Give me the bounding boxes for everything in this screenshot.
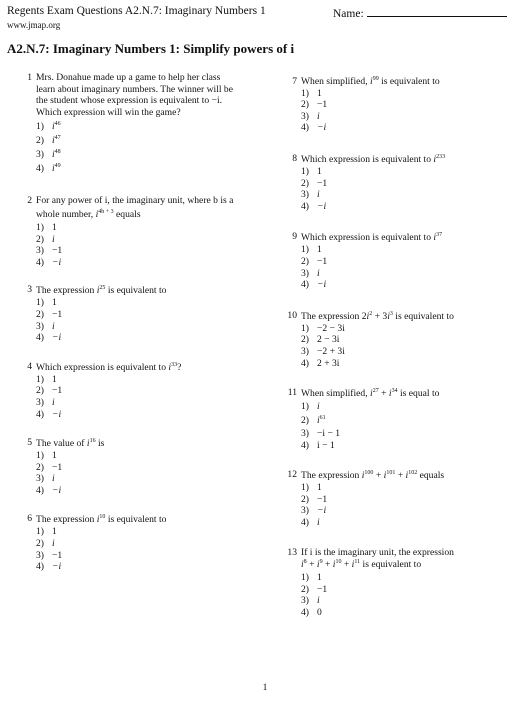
answer-choice[interactable]: 1) $i^{46}$: [36, 121, 61, 133]
answer-choice[interactable]: 2) 2 − 3i: [301, 334, 340, 346]
left-column: [20, 72, 275, 573]
question-stem: The value of $i^{16}$ is: [36, 438, 105, 450]
question-4: [20, 361, 275, 420]
name-blank-line[interactable]: [367, 5, 507, 17]
answer-choice[interactable]: 2) i: [36, 233, 55, 245]
answer-choice[interactable]: 1) 1: [301, 572, 322, 584]
question-stem: Which expression is equivalent to $i^{37}$: [301, 232, 443, 244]
answer-choice[interactable]: 3) −i − 1: [301, 428, 341, 440]
question-stem-line: $i^8 + i^9 + i^{10} + i^{11}$ is equivalent to: [301, 559, 422, 571]
answer-choice[interactable]: 2) $i^{47}$: [36, 135, 61, 147]
answer-choice[interactable]: 3) i: [301, 110, 320, 122]
section-title: A2.N.7: Imaginary Numbers 1: Simplify powers of i: [7, 41, 295, 56]
answer-choice[interactable]: 3) i: [301, 595, 320, 607]
question-5: [20, 437, 275, 496]
answer-choice[interactable]: 1) 1: [36, 221, 57, 233]
answer-choice[interactable]: 2) −1: [301, 99, 328, 111]
answer-choice[interactable]: 4) −i: [36, 408, 62, 420]
answer-choice[interactable]: 3) i: [36, 320, 55, 332]
question-number: 11: [287, 387, 297, 399]
question-stem: The expression $i^{100} + i^{101} + i^{102}$ equals: [301, 470, 445, 482]
question-stem: The expression $i^{25}$ is equivalent to: [36, 285, 167, 297]
answer-choice[interactable]: 4) −i: [301, 279, 327, 291]
question-number: 7: [292, 76, 297, 87]
question-1: [20, 72, 275, 176]
answer-choice[interactable]: 2) i: [36, 538, 55, 550]
answer-choice[interactable]: 3) i: [36, 473, 55, 485]
right-column: [285, 76, 520, 619]
question-stem: Which expression is equivalent to $i^{33}$?: [36, 361, 182, 373]
question-number: 8: [292, 152, 297, 164]
answer-choice[interactable]: 1) −2 − 3i: [301, 322, 345, 334]
answer-choice[interactable]: 4) 2 + 3i: [301, 357, 340, 369]
answer-choice[interactable]: 3) i: [301, 189, 320, 201]
question-number: 10: [287, 309, 297, 321]
question-12: [285, 469, 520, 528]
name-label: Name:: [333, 8, 364, 20]
question-3: [20, 284, 275, 343]
answer-choice[interactable]: 2) −1: [36, 461, 63, 473]
question-number: 2: [27, 195, 32, 207]
question-stem: When simplified, $i^{99}$ is equivalent to: [301, 76, 440, 87]
question-2: [20, 195, 275, 268]
website-link[interactable]: www.jmap.org: [7, 20, 61, 30]
answer-choice[interactable]: 1) 1: [36, 450, 57, 462]
question-number: 1: [27, 72, 32, 83]
answer-choice[interactable]: 3) −1: [36, 549, 63, 561]
answer-choice[interactable]: 3) i: [301, 267, 320, 279]
question-stem-line: the student whose expression is equivalent to −i.: [36, 95, 223, 107]
answer-choice[interactable]: 1) 1: [301, 482, 322, 494]
question-stem: Which expression is equivalent to $i^{233}$: [301, 153, 446, 165]
question-stem-line: whole number, $i^{4b + 3}$ equals: [36, 208, 141, 220]
question-13: [285, 547, 520, 619]
answer-choice[interactable]: 4) −i: [301, 200, 327, 212]
answer-choice[interactable]: 1) 1: [36, 373, 57, 385]
answer-choice[interactable]: 1) 1: [301, 87, 322, 99]
answer-choice[interactable]: 4) −i: [36, 256, 62, 268]
question-6: [20, 513, 275, 572]
answer-choice[interactable]: 2) $i^{61}$: [301, 415, 326, 427]
answer-choice[interactable]: 2) −1: [301, 583, 328, 595]
question-10: [285, 310, 520, 369]
question-9: [285, 231, 520, 290]
answer-choice[interactable]: 4) −i: [36, 561, 62, 573]
answer-choice[interactable]: 3) −2 + 3i: [301, 345, 345, 357]
answer-choice[interactable]: 4) $i^{49}$: [36, 163, 61, 175]
question-number: 6: [27, 513, 32, 525]
document-title: Regents Exam Questions A2.N.7: Imaginary Numbers 1: [7, 5, 266, 17]
answer-choice[interactable]: 4) −i: [301, 122, 327, 134]
answer-choice[interactable]: 4) 0: [301, 607, 322, 619]
question-stem-line: learn about imaginary numbers. The winner will be: [36, 83, 233, 95]
question-stem-line: For any power of i, the imaginary unit, where b is a: [36, 195, 234, 207]
name-field: [333, 5, 507, 20]
question-number: 3: [27, 284, 32, 296]
page-number: 1: [262, 683, 268, 693]
answer-choice[interactable]: 2) −1: [301, 255, 328, 267]
question-stem: When simplified, $i^{27} + i^{34}$ is equal to: [301, 388, 440, 400]
answer-choice[interactable]: 2) −1: [301, 493, 328, 505]
question-stem: The expression $i^{10}$ is equivalent to: [36, 514, 167, 526]
question-8: [285, 153, 520, 212]
question-stem: The expression $2i^2 + 3i^3$ is equivalent to: [301, 310, 454, 322]
answer-choice[interactable]: 1) 1: [36, 297, 57, 309]
answer-choice[interactable]: 4) i − 1: [301, 439, 335, 451]
answer-choice[interactable]: 3) i: [36, 396, 55, 408]
answer-choice[interactable]: 1) 1: [301, 244, 322, 256]
question-stem-line: If i is the imaginary unit, the expression: [301, 546, 454, 558]
answer-choice[interactable]: 1) i: [301, 401, 320, 413]
question-number: 13: [287, 546, 297, 558]
answer-choice[interactable]: 4) −i: [36, 332, 62, 344]
answer-choice[interactable]: 4) −i: [36, 484, 62, 496]
question-7: [285, 76, 520, 134]
question-number: 4: [27, 360, 32, 372]
question-stem-line: Mrs. Donahue made up a game to help her class: [36, 72, 221, 83]
answer-choice[interactable]: 2) −1: [36, 308, 63, 320]
answer-choice[interactable]: 4) i: [301, 517, 320, 529]
question-number: 9: [292, 231, 297, 243]
answer-choice[interactable]: 2) −1: [36, 385, 63, 397]
answer-choice[interactable]: 3) $i^{48}$: [36, 149, 61, 161]
answer-choice[interactable]: 1) 1: [301, 165, 322, 177]
question-number: 5: [27, 437, 32, 449]
question-stem-line: Which expression will win the game?: [36, 106, 181, 118]
question-11: [285, 387, 520, 451]
answer-choice[interactable]: 1) 1: [36, 526, 57, 538]
answer-choice[interactable]: 3) −1: [36, 245, 63, 257]
answer-choice[interactable]: 3) −i: [301, 505, 327, 517]
answer-choice[interactable]: 2) −1: [301, 177, 328, 189]
question-number: 12: [287, 469, 297, 481]
